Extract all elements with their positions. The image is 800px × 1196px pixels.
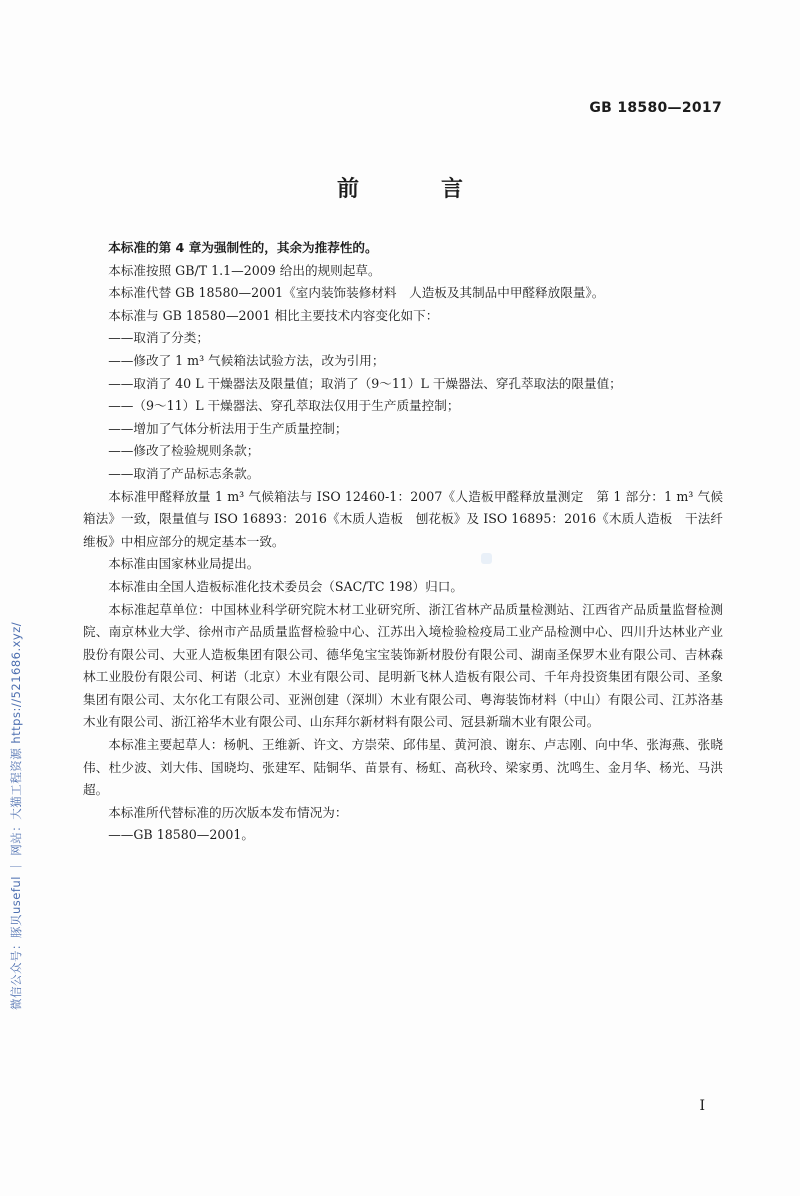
paragraph-drafters: 本标准主要起草人：杨帆、王维新、许文、方崇荣、邱伟星、黄河浪、谢东、卢志刚、向中华、张海燕、张晓伟、杜少波、刘大伟、国晓均、张建军、陆铜华、苗景有、杨虹、高秋玲、梁家勇、沈鸣生、金月华、杨光、马洪超。 — [83, 737, 723, 798]
list-item: ——取消了产品标志条款。 — [108, 465, 260, 481]
paragraph: 本标准由国家林业局提出。 — [108, 556, 260, 572]
list-item: ——修改了 1 m³ 气候箱法试验方法，改为引用； — [108, 352, 385, 368]
list-item: ——GB 18580—2001。 — [108, 827, 254, 843]
paragraph: 本标准所代替标准的历次版本发布情况为： — [108, 804, 348, 820]
side-watermark: 微信公众号：豚贝useful ｜ 网站：大猫工程资源 https://521686.xyz/ — [9, 621, 23, 1010]
paragraph: 本标准甲醛释放量 1 m³ 气候箱法与 ISO 12460-1：2007《人造板甲醛释放量测定 第 1 部分：1 m³ 气候箱法》一致，限量值与 ISO 16893：2016《木质人造板 刨花板》及 ISO 16895：2016《木质人造板 干法纤维板》中相应部分的规定基本一致。 — [83, 488, 723, 549]
list-item: ——增加了气体分析法用于生产质量控制； — [108, 420, 348, 436]
standard-code: GB 18580—2017 — [589, 100, 722, 116]
paragraph: 本标准由全国人造板标准化技术委员会（SAC/TC 198）归口。 — [108, 578, 463, 594]
list-item: ——（9～11）L 干燥器法、穿孔萃取法仅用于生产质量控制； — [108, 398, 460, 414]
page-title: 前 言 — [336, 177, 493, 202]
paragraph-mandatory-note: 本标准的第 4 章为强制性的，其余为推荐性的。 — [108, 240, 378, 255]
paragraph: 本标准按照 GB/T 1.1—2009 给出的规则起草。 — [108, 262, 381, 278]
foreword-body — [83, 237, 723, 847]
paragraph: 本标准与 GB 18580—2001 相比主要技术内容变化如下： — [108, 307, 439, 323]
list-item: ——取消了 40 L 干燥器法及限量值；取消了（9～11）L 干燥器法、穿孔萃取法的限量值； — [108, 375, 622, 391]
list-item: ——修改了检验规则条款； — [108, 443, 260, 459]
page-number: I — [699, 1098, 705, 1114]
paragraph-drafting-units: 本标准起草单位：中国林业科学研究院木材工业研究所、浙江省林产品质量检测站、江西省产品质量监督检测院、南京林业大学、徐州市产品质量监督检验中心、江苏出入境检验检疫局工业产品检测中心、四川升达林业产业股份有限公司、大亚人造板集团有限公司、德华兔宝宝装饰新材股份有限公司、湖南圣保罗木业有限公司、吉林森林工业股份有限公司、柯诺（北京）木业有限公司、昆明新飞林人造板有限公司、千年舟投资集团有限公司、圣象集团有限公司、太尔化工有限公司、亚洲创建（深圳）木业有限公司、粤海装饰材料（中山）有限公司、江苏洛基木业有限公司、浙江裕华木业有限公司、山东拜尔新材料有限公司、冠县新瑞木业有限公司。 — [83, 601, 723, 730]
scan-artifact-mark — [481, 553, 492, 564]
list-item: ——取消了分类； — [108, 330, 209, 346]
paragraph: 本标准代替 GB 18580—2001《室内装饰装修材料 人造板及其制品中甲醛释放限量》。 — [108, 285, 605, 301]
